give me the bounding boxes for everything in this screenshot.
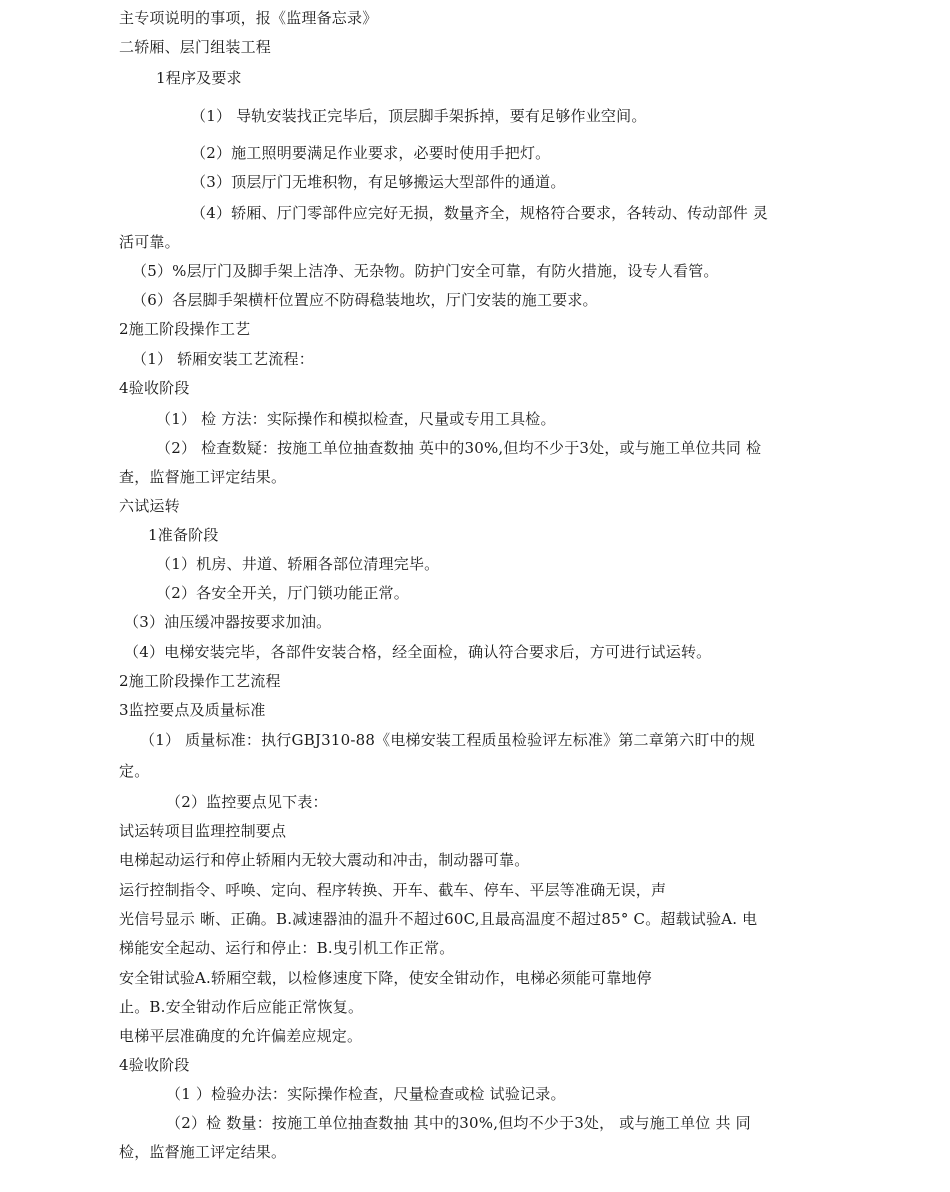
text-line: 梯能安全起动、运行和停止：B.曳引机工作正常。	[119, 939, 455, 957]
list-item: （2） 检查数疑：按施工单位抽查数抽 英中的30%,但均不少于3处，或与施工单位共同 检	[156, 439, 762, 457]
text-line: 查，监督施工评定结果。	[119, 468, 287, 486]
table-title: 试运转项目监理控制要点	[119, 822, 287, 840]
text-line: 电梯起动运行和停止轿厢内无较大震动和冲击，制动器可靠。	[119, 851, 530, 869]
list-item: （3）顶层厅门无堆积物，有足够搬运大型部件的通道。	[191, 173, 566, 191]
subsection-heading: 1准备阶段	[148, 526, 219, 544]
subsection-heading: 1程序及要求	[156, 69, 242, 87]
text-line: 检，监督施工评定结果。	[119, 1143, 287, 1161]
list-item: （1）机房、井道、轿厢各部位清理完毕。	[156, 555, 440, 573]
section-heading: 二轿厢、层门组装工程	[119, 38, 272, 56]
list-item: （1） 质量标准：执行GBJ310-88《电梯安装工程质虽检验评左标准》第二章第六盯中的规	[140, 731, 756, 749]
list-item: （4）电梯安装完毕，各部件安装合格，经全面检，确认符合要求后，方可进行试运转。	[124, 643, 712, 661]
list-item: （2）施工照明要满足作业要求，必要时使用手把灯。	[191, 144, 551, 162]
text-line: 主专项说明的事项，报《监理备忘录》	[119, 9, 378, 27]
subsection-heading: 2施工阶段操作工艺	[119, 320, 251, 338]
list-item: （2）检 数量：按施工单位抽查数抽 其中的30%,但均不少于3处， 或与施工单位 共 同	[166, 1114, 751, 1132]
subsection-heading: 2施工阶段操作工艺流程	[119, 672, 281, 690]
text-line: 止。B.安全钳动作后应能正常恢复。	[119, 998, 364, 1016]
list-item: （1） 检 方法：实际操作和模拟检查，尺量或专用工具检。	[156, 410, 556, 428]
text-line: 电梯平层准确度的允许偏差应规定。	[119, 1027, 363, 1045]
list-item: （6）各层脚手架横杆位置应不防碍稳装地坎，厅门安装的施工要求。	[132, 291, 598, 309]
subsection-heading: 3监控要点及质量标准	[119, 701, 266, 719]
list-item: （3）油压缓冲器按要求加油。	[124, 613, 332, 631]
list-item: （5）%层厅门及脚手架上洁净、无杂物。防护门安全可靠，有防火措施，设专人看管。	[132, 262, 719, 280]
subsection-heading: 4验收阶段	[119, 1056, 190, 1074]
text-line: 安全钳试验A.轿厢空载，以检修速度下降，使安全钳动作，电梯必须能可靠地停	[119, 969, 652, 987]
list-item: （2）各安全开关，厅门锁功能正常。	[156, 584, 409, 602]
text-line: 定。	[119, 762, 150, 780]
list-item: （4）轿厢、厅门零部件应完好无损，数量齐全，规格符合要求，各转动、传动部件 灵	[191, 204, 769, 222]
subsection-heading: 4验收阶段	[119, 379, 190, 397]
text-line: 运行控制指令、呼唤、定向、程序转换、开车、截车、停车、平层等准确无误，声	[119, 881, 667, 899]
text-line: 活可靠。	[119, 233, 180, 251]
list-item: （1） 轿厢安装工艺流程：	[132, 350, 314, 368]
list-item: （1） 导轨安装找正完毕后，顶层脚手架拆掉，要有足够作业空间。	[191, 107, 647, 125]
list-item: （1 ）检验办法：实际操作检查，尺量检查或检 试验记录。	[166, 1085, 566, 1103]
list-item: （2）监控要点见下表：	[166, 793, 328, 811]
section-heading: 六试运转	[119, 497, 180, 515]
text-line: 光信号显示 晰、正确。B.减速器油的温升不超过60C,且最高温度不超过85° C。超载试验A. 电	[119, 910, 758, 928]
